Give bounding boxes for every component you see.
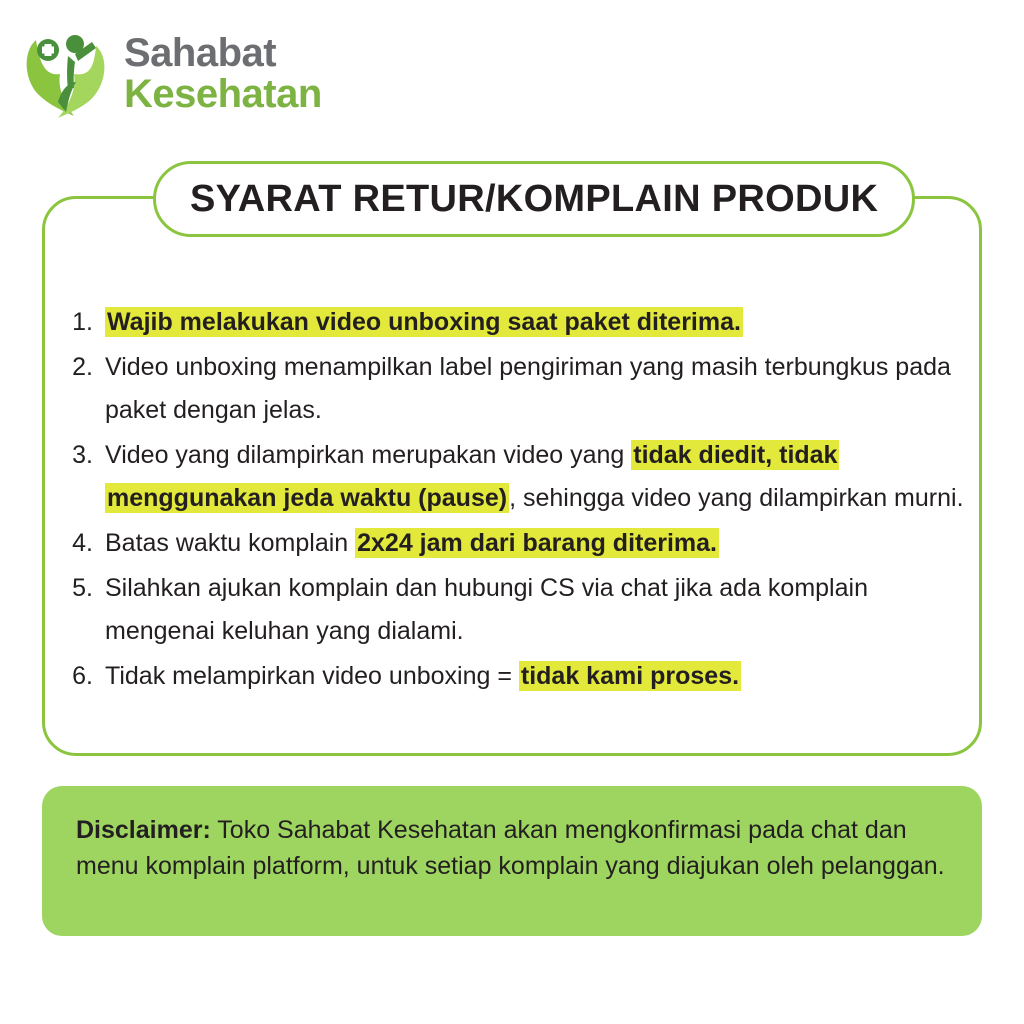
list-item-number: 4. <box>72 529 93 557</box>
text-run: Silahkan ajukan komplain dan hubungi CS via chat jika ada komplain mengenai keluhan yang dialami. <box>105 574 868 645</box>
disclaimer-text <box>76 812 948 884</box>
disclaimer-body: Toko Sahabat Kesehatan akan mengkonfirmasi pada chat dan menu komplain platform, untuk setiap komplain yang diajukan oleh pelanggan. <box>76 816 945 880</box>
disclaimer-panel <box>42 786 982 936</box>
highlighted-text-run: tidak kami proses. <box>520 662 740 690</box>
list-item-number: 5. <box>72 574 93 602</box>
brand-header <box>18 30 322 122</box>
card-title-pill <box>153 161 915 237</box>
brand-name-line2: Kesehatan <box>124 72 322 116</box>
list-item-number: 6. <box>72 662 93 690</box>
highlighted-text-run: 2x24 jam dari barang diterima. <box>357 529 718 557</box>
brand-name <box>124 33 322 119</box>
health-family-logo-icon <box>18 30 114 122</box>
list-item-text <box>105 522 967 565</box>
text-run: Batas waktu komplain <box>105 529 356 557</box>
text-run: Video yang dilampirkan merupakan video yang <box>105 441 632 469</box>
list-item <box>53 522 967 565</box>
list-item-number: 3. <box>72 441 93 469</box>
list-item <box>53 567 967 653</box>
page-title: SYARAT RETUR/KOMPLAIN PRODUK <box>190 177 879 220</box>
list-item-text <box>105 567 967 653</box>
disclaimer-label: Disclaimer: <box>76 816 211 844</box>
text-run: , sehingga video yang dilampirkan murni. <box>509 484 964 512</box>
brand-name-line1: Sahabat <box>124 31 277 76</box>
requirements-list <box>53 301 967 700</box>
list-item <box>53 346 967 432</box>
text-run: Tidak melampirkan video unboxing = <box>105 662 519 690</box>
list-item <box>53 655 967 698</box>
list-item-text <box>105 301 967 344</box>
list-item <box>53 434 967 520</box>
list-item-text <box>105 346 967 432</box>
list-item <box>53 301 967 344</box>
text-run: Video unboxing menampilkan label pengiriman yang masih terbungkus pada paket dengan jelas. <box>105 353 951 424</box>
list-item-text <box>105 434 967 520</box>
list-item-number: 2. <box>72 353 93 381</box>
highlighted-text-run: tidak diedit, tidak menggunakan jeda waktu (pause) <box>107 441 838 512</box>
highlighted-text-run: Wajib melakukan video unboxing saat paket diterima. <box>107 308 741 336</box>
requirements-card <box>42 177 982 756</box>
list-item-text <box>105 655 967 698</box>
list-item-number: 1. <box>72 308 93 336</box>
